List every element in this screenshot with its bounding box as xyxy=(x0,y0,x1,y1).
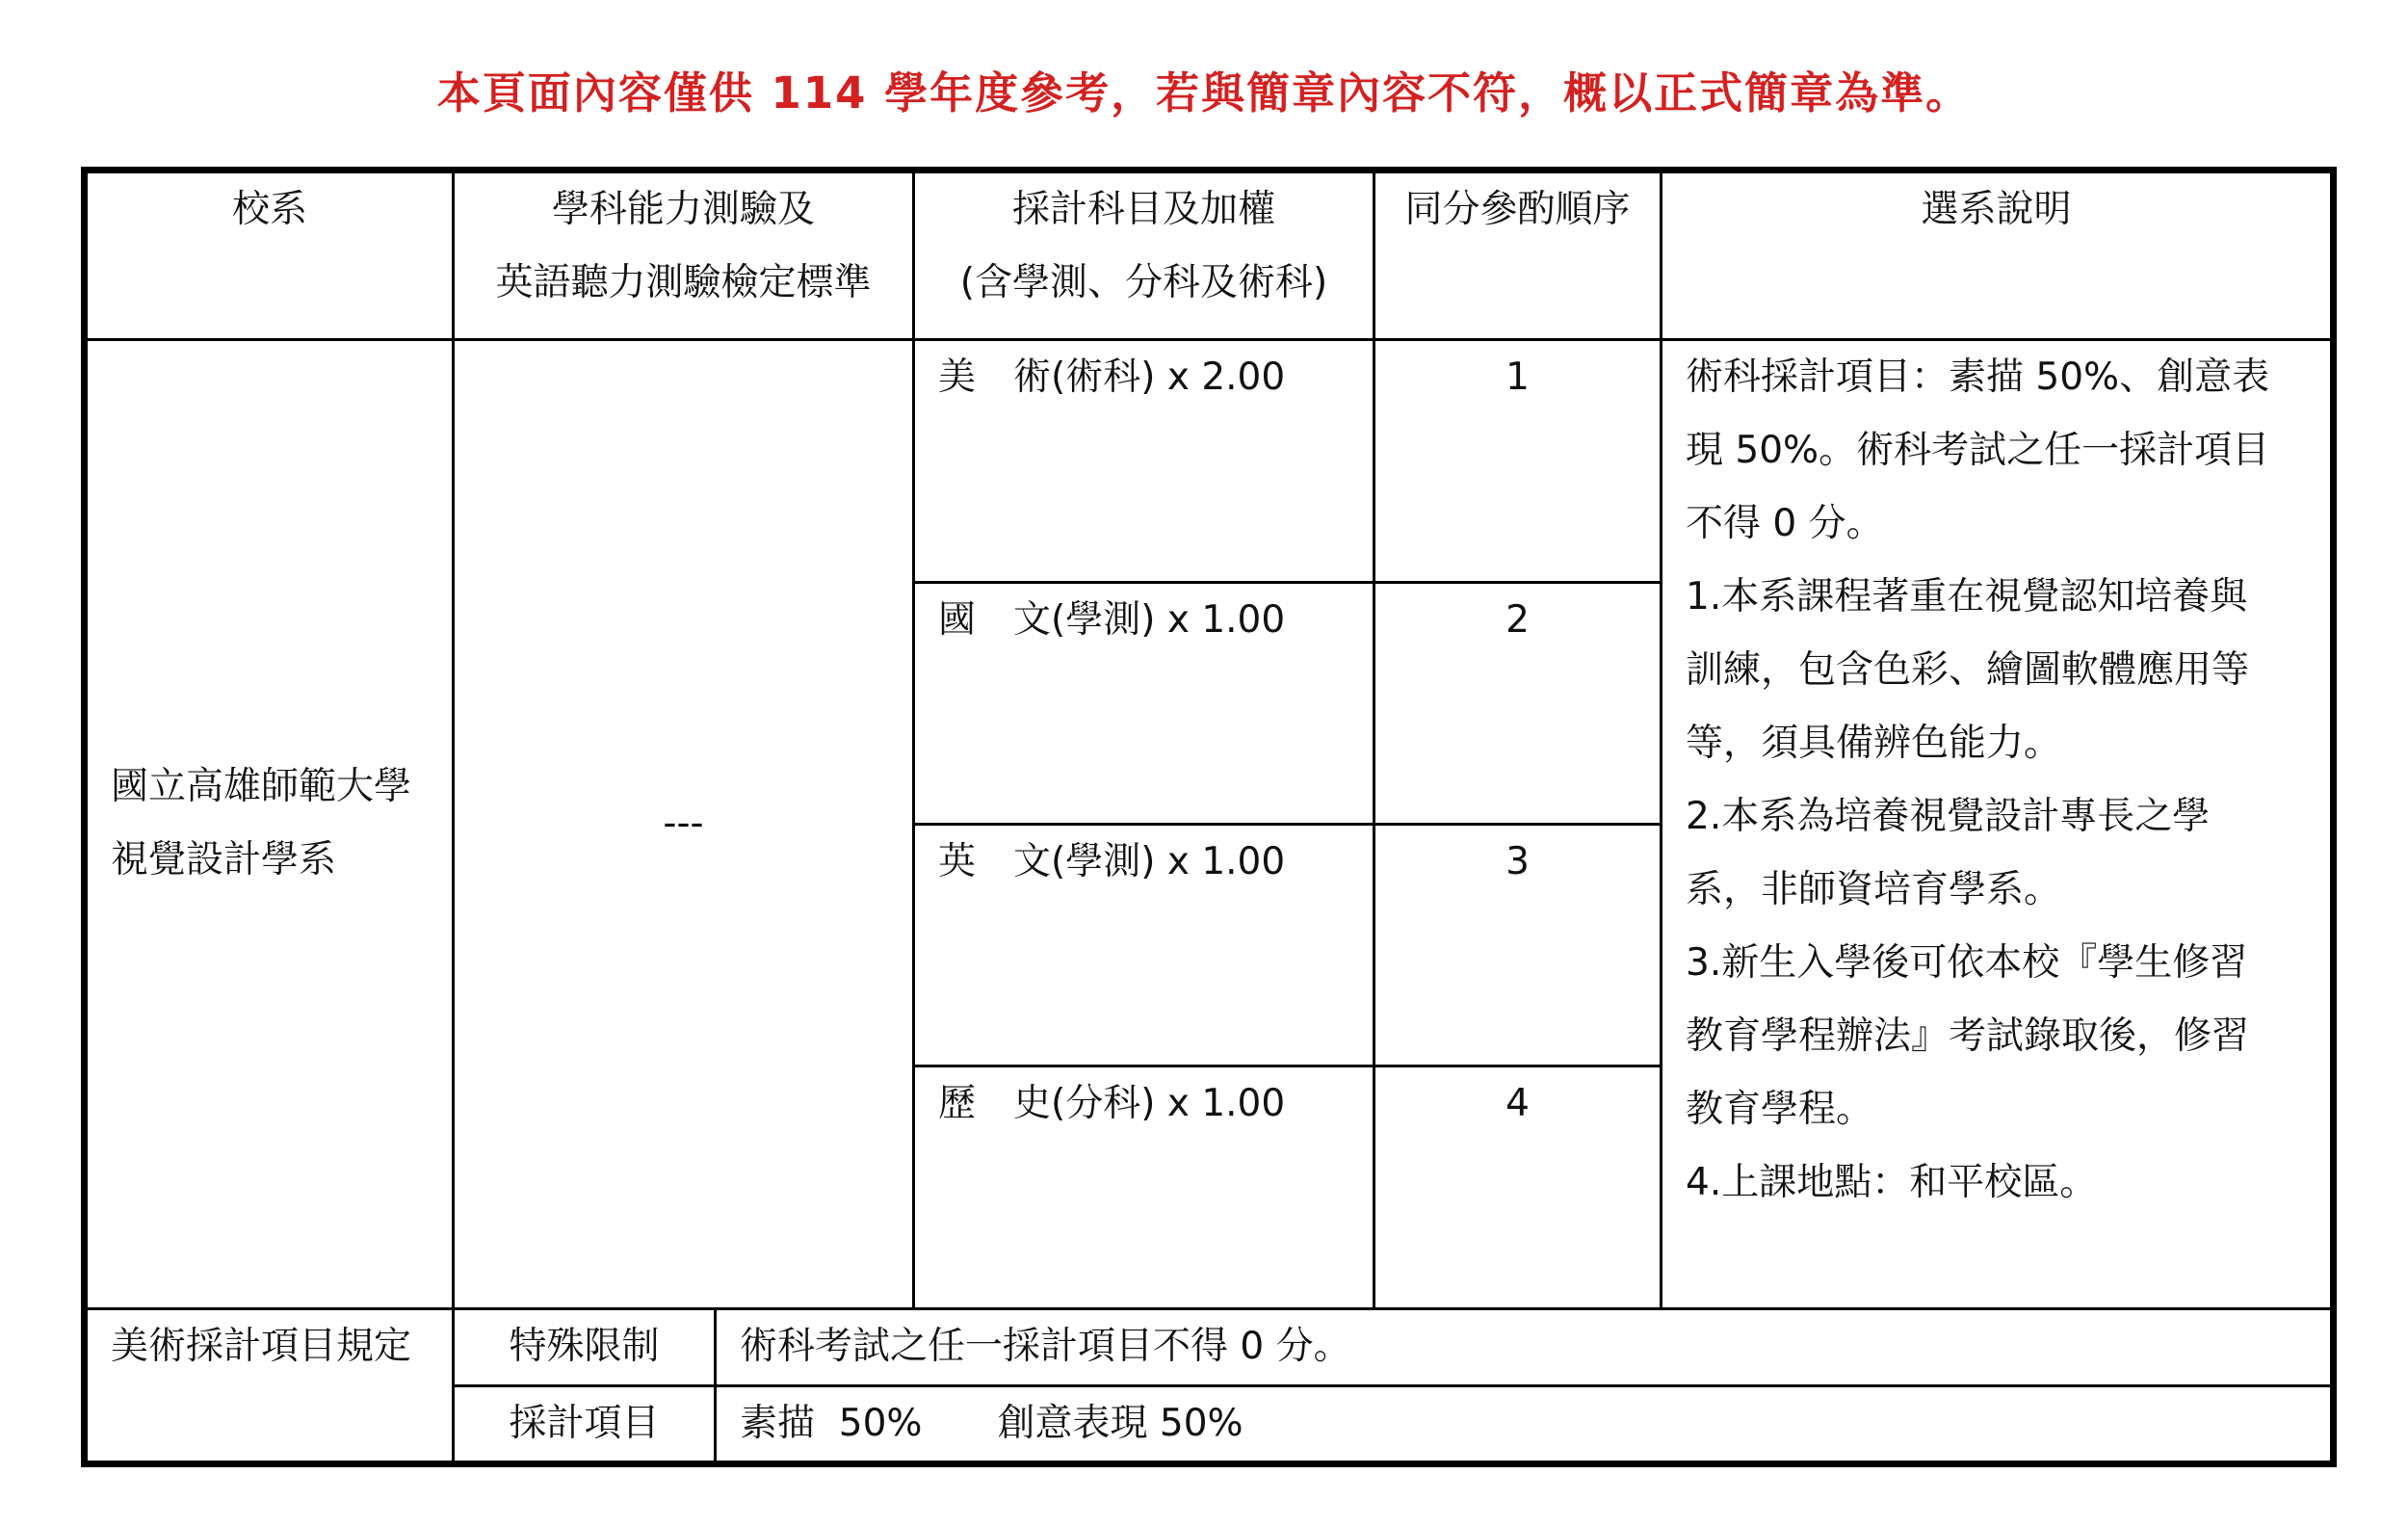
tie-order-2: 2 xyxy=(1374,582,1662,824)
note-line: 4.上課地點：和平校區。 xyxy=(1686,1161,2098,1205)
notice-banner: 本頁面內容僅供 114 學年度參考，若與簡章內容不符，概以正式簡章為準。 xyxy=(436,67,1972,118)
gsat-standard-cell: --- xyxy=(454,340,914,1308)
subject-row xyxy=(85,340,2334,582)
header-tie-order: 同分參酌順序 xyxy=(1374,171,1662,340)
scoring-items-text: 素描 50% 創意表現 50% xyxy=(716,1385,2334,1463)
subject-4: 歷 史(分科) x 1.00 xyxy=(914,1066,1374,1308)
header-gsat-standard: 學科能力測驗及 英語聽力測驗檢定標準 xyxy=(454,171,914,340)
header-school: 校系 xyxy=(85,171,454,340)
footer-row-special xyxy=(85,1308,2334,1385)
school-name: 國立高雄師範大學 xyxy=(111,765,412,809)
tie-order-3: 3 xyxy=(1374,824,1662,1066)
department-name: 視覺設計學系 xyxy=(111,838,337,882)
department-notes xyxy=(1662,340,2334,1308)
tie-order-4: 4 xyxy=(1374,1066,1662,1308)
note-line: 系，非師資培育學系。 xyxy=(1686,868,2062,912)
admission-table xyxy=(81,167,2337,1467)
note-line: 現 50%。術科考試之任一採計項目 xyxy=(1686,429,2270,473)
header-row xyxy=(85,171,2334,340)
note-line: 2.本系為培養視覺設計專長之學 xyxy=(1686,795,2211,839)
school-cell xyxy=(85,340,454,1308)
header-subjects: 採計科目及加權 (含學測、分科及術科) xyxy=(914,171,1374,340)
header-notes: 選系說明 xyxy=(1662,171,2334,340)
note-line: 不得 0 分。 xyxy=(1686,502,1884,546)
subject-1: 美 術(術科) x 2.00 xyxy=(914,340,1374,582)
special-limit-text: 術科考試之任一採計項目不得 0 分。 xyxy=(716,1308,2334,1385)
note-line: 訓練，包含色彩、繪圖軟體應用等 xyxy=(1686,648,2250,693)
footer-title: 美術採計項目規定 xyxy=(85,1308,454,1463)
note-line: 教育學程。 xyxy=(1686,1088,1874,1132)
note-line: 等，須具備辨色能力。 xyxy=(1686,722,2062,766)
subject-3: 英 文(學測) x 1.00 xyxy=(914,824,1374,1066)
scoring-items-label: 採計項目 xyxy=(454,1385,716,1463)
special-limit-label: 特殊限制 xyxy=(454,1308,716,1385)
tie-order-1: 1 xyxy=(1374,340,1662,582)
note-line: 教育學程辦法』考試錄取後，修習 xyxy=(1686,1014,2250,1059)
note-line: 1.本系課程著重在視覺認知培養與 xyxy=(1686,575,2248,619)
note-line: 術科採計項目：素描 50%、創意表 xyxy=(1686,355,2270,400)
subject-2: 國 文(學測) x 1.00 xyxy=(914,582,1374,824)
note-line: 3.新生入學後可依本校『學生修習 xyxy=(1686,941,2248,986)
